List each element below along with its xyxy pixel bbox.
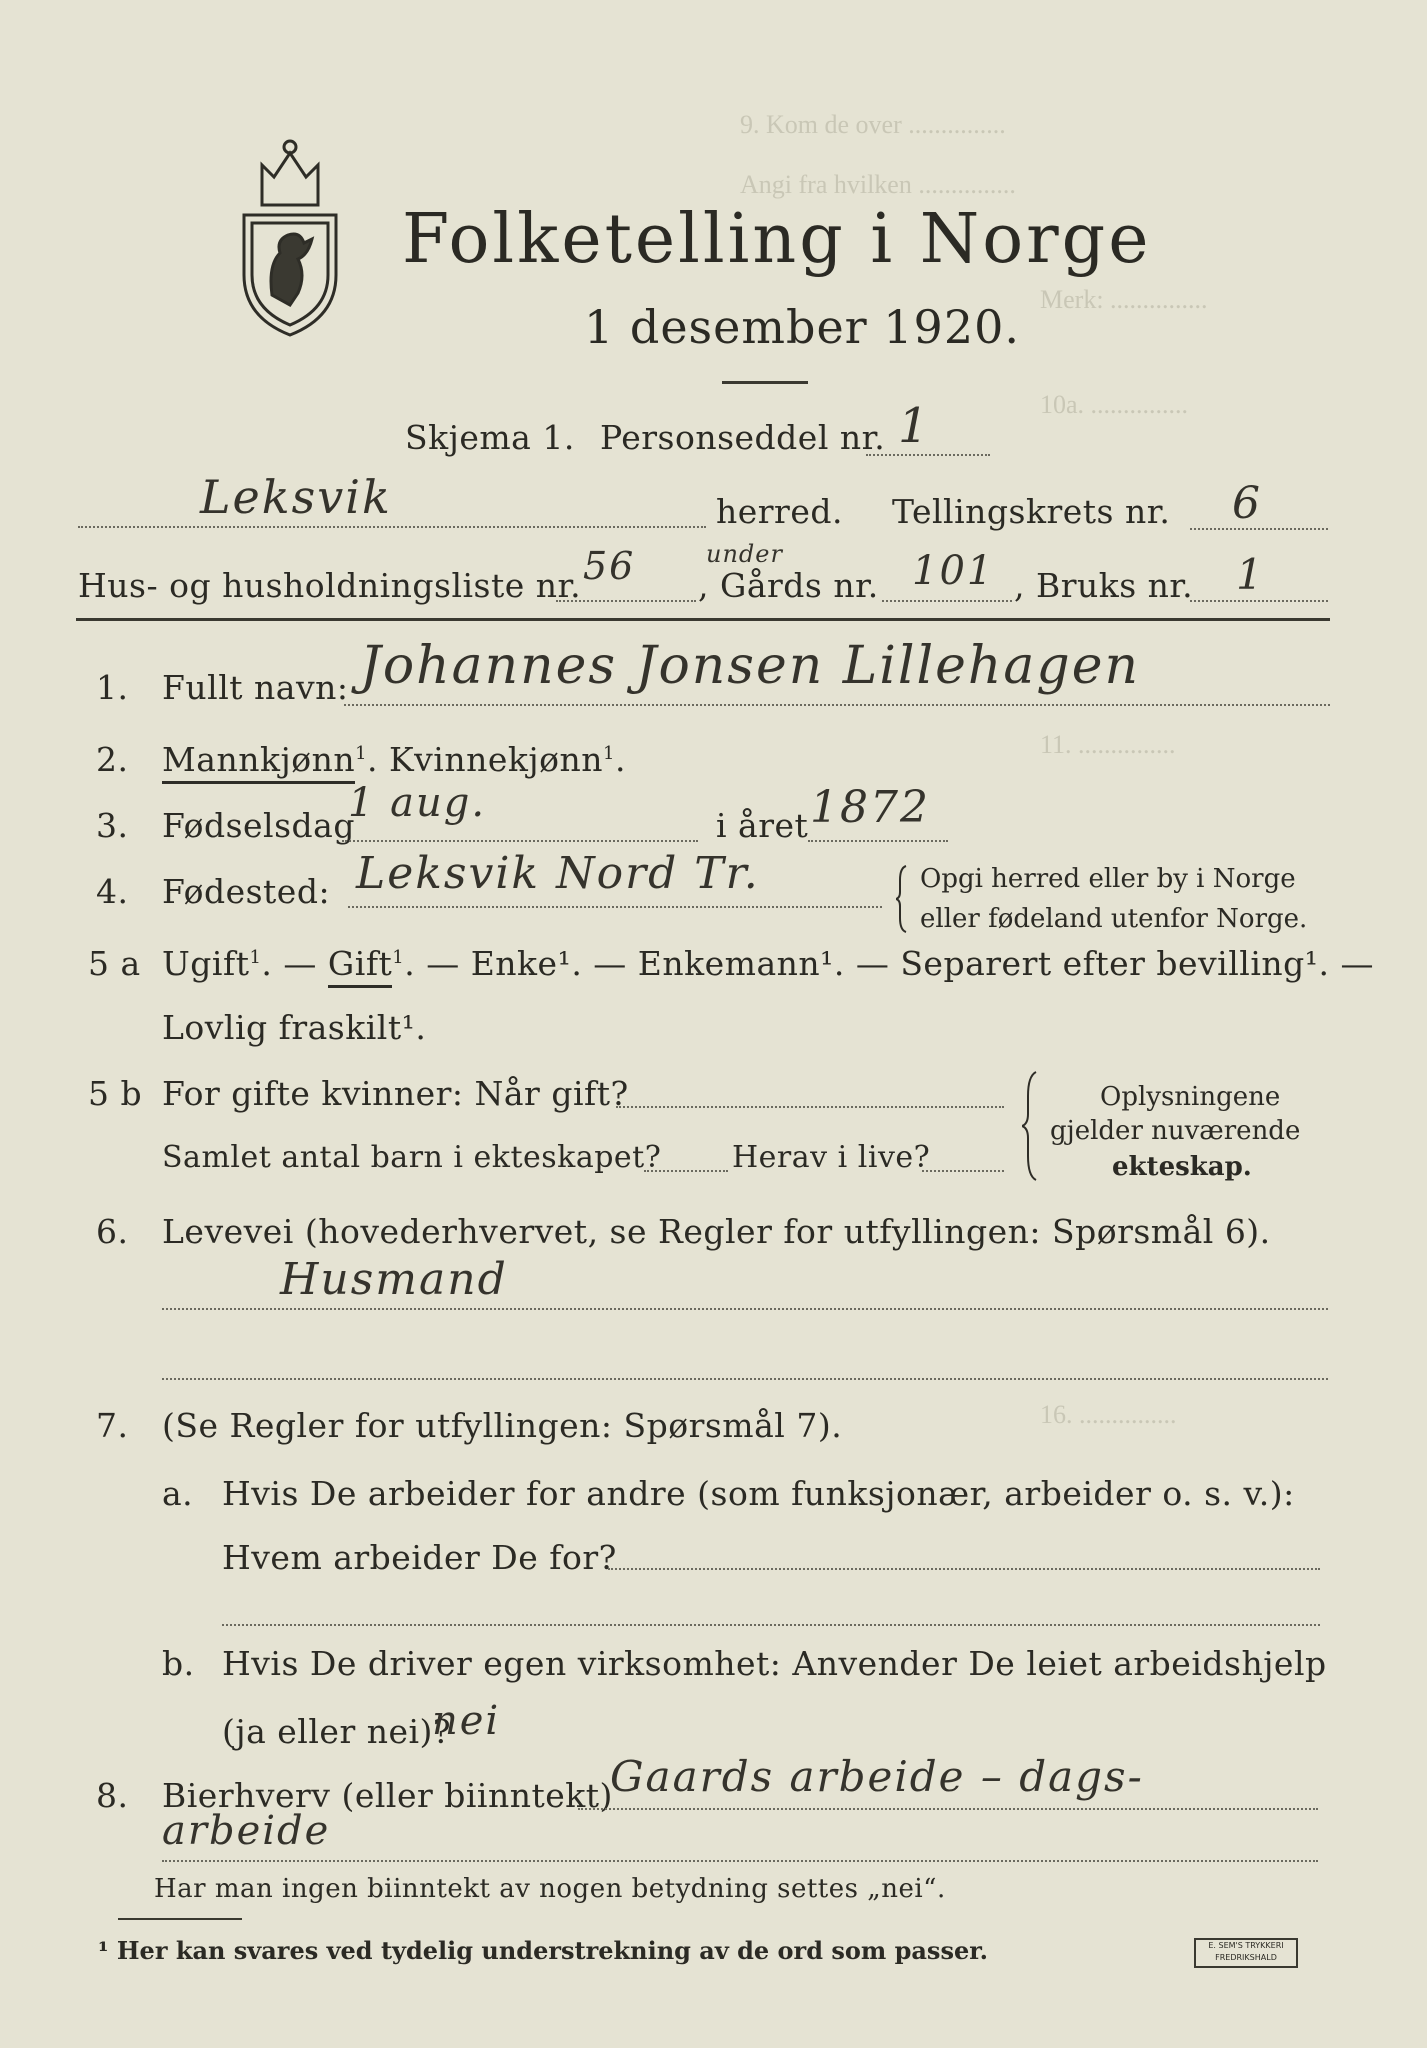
q3-label: Fødselsdag [162, 806, 355, 845]
personseddel-label: Personseddel nr. [600, 418, 886, 457]
q5b-note-brace-icon [1022, 1070, 1040, 1182]
q5a-line2[interactable]: Lovlig fraskilt¹. [162, 1008, 427, 1047]
q5a-other-options[interactable]: . — Enke¹. — Enkemann¹. — Separert efter bevilling¹. — [404, 944, 1374, 983]
q8-line1 [578, 1808, 1318, 1810]
personseddel-value[interactable]: 1 [898, 398, 931, 454]
q6-line1 [162, 1308, 1328, 1310]
q5b-note-line3: ekteskap. [1112, 1152, 1252, 1182]
q5b-alive-line [922, 1170, 1004, 1172]
printer-stamp: E. SEM'S TRYKKERI FREDRIKSHALD [1194, 1938, 1298, 1968]
title-divider [722, 381, 808, 384]
form-title: Folketelling i Norge [402, 200, 1152, 279]
q8-note: Har man ingen biinntekt av nogen betydning settes „nei“. [154, 1874, 946, 1904]
header-divider [76, 618, 1330, 621]
gards-label: , Gårds nr. [698, 566, 879, 605]
bruks-label: , Bruks nr. [1014, 566, 1194, 605]
bruks-line [1190, 600, 1328, 602]
q6-value[interactable]: Husmand [280, 1254, 508, 1305]
herred-line [78, 526, 706, 528]
q8-value-line1[interactable]: Gaards arbeide – dags- [610, 1752, 1144, 1801]
q7a-label: Hvis De arbeider for andre (som funksjonær, arbeider o. s. v.): [222, 1474, 1295, 1513]
herred-label: herred. [716, 492, 843, 531]
q3-year-value[interactable]: 1872 [810, 782, 930, 833]
q6-label: Levevei (hovederhvervet, se Regler for utfyllingen: Spørsmål 6). [162, 1212, 1271, 1251]
q4-note-line1: Opgi herred eller by i Norge [920, 864, 1296, 894]
q6-number: 6. [96, 1212, 129, 1251]
tellingskrets-label: Tellingskrets nr. [892, 492, 1171, 531]
q3-year-line [808, 840, 948, 842]
q3-year-label: i året [716, 806, 809, 845]
q7b-label: Hvis De driver egen virksomhet: Anvender De leiet arbeidshjelp [222, 1644, 1327, 1683]
husliste-label: Hus- og husholdningsliste nr. [78, 566, 582, 605]
q5b-note-line2: gjelder nuværende [1050, 1116, 1301, 1146]
q2-options [162, 740, 626, 779]
husliste-note: under [706, 540, 783, 568]
q7-label: (Se Regler for utfyllingen: Spørsmål 7). [162, 1406, 843, 1445]
q1-label: Fullt navn: [162, 668, 349, 707]
footnote-divider [118, 1918, 242, 1920]
q4-note-line2: eller fødeland utenfor Norge. [920, 904, 1308, 934]
q5a-separator: . — [261, 944, 328, 983]
q4-note-brace-icon [896, 864, 910, 934]
q7a-line [608, 1568, 1320, 1570]
q2-female-option[interactable]: . Kvinnekjønn [367, 740, 604, 779]
q5b-children-label: Samlet antal barn i ekteskapet? [162, 1140, 662, 1175]
q4-line [348, 906, 882, 908]
q5a-number: 5 a [88, 944, 141, 983]
gards-value[interactable]: 101 [912, 548, 995, 594]
q5b-label: For gifte kvinner: Når gift? [162, 1074, 629, 1113]
q5a-ugift-option[interactable]: Ugift [162, 944, 250, 983]
personseddel-line [866, 454, 990, 456]
q7b-line2-label: (ja eller nei)? [222, 1712, 452, 1751]
q8-number: 8. [96, 1776, 129, 1815]
herred-value[interactable]: Leksvik [200, 470, 392, 524]
q1-line [344, 704, 1330, 706]
q7a-letter: a. [162, 1474, 194, 1513]
bruks-value[interactable]: 1 [1236, 550, 1265, 599]
q7-number: 7. [96, 1406, 129, 1445]
q3-value[interactable]: 1 aug. [348, 780, 487, 826]
q4-number: 4. [96, 872, 129, 911]
q8-label: Bierhverv (eller biinntekt) [162, 1776, 613, 1815]
q1-value[interactable]: Johannes Jonsen Lillehagen [360, 636, 1140, 696]
q8-value-line2[interactable]: arbeide [162, 1808, 331, 1854]
q5b-number: 5 b [88, 1074, 143, 1113]
q8-line2 [162, 1860, 1318, 1862]
q5b-children-line [644, 1170, 728, 1172]
husliste-line [556, 600, 696, 602]
census-form-page: 9. Kom de over ............... Angi fra hvilken ............... Merk: ............... 10a. ............... 11. ............... 16. ............... Folketelling i Norge 1 desember 1920. Skjema 1. Personseddel nr. 1 Leksvik herred. Tellingskrets nr. 6 Hus- og husholdningsliste nr. 56 under , Gårds nr. 101 , Bruks nr. 1 1. Fullt navn: Johannes Jonsen Lillehagen 2. Mannkjønn$^1$. Kvinnekjønn$^1$. 3. Fødselsdag 1 aug. i året 1872 4. Fødested: Leksvik Nord Tr. Opgi herred eller by i Norge eller fødeland utenfor Norge. 5 a Ugift$^1$. — Gift$^1$. — Enke¹. — Enkemann¹. — Separert efter bevilling¹. — Lovlig fraskilt¹. 5 b For gifte kvinner: Når gift? Samlet antal barn i ekteskapet? Herav i live? Oplysningene gjelder nuværende ekteskap. 6. Levevei (hovederhvervet, se Regler for utfyllingen: Spørsmål 6). Husmand 7. (Se Regler for utfyllingen: Spørsmål 7). a. Hvis De arbeider for andre (som funksjonær, arbeider o. s. v.): Hvem arbeider De for? b. Hvis De driver egen virksomhet: Anvender De leiet arbeidshjelp (ja eller nei)? nei 8. Bierhverv (eller biinntekt) Gaards arbeide – dags- arbeide Har man ingen biinntekt av nogen betydning settes „nei“. ¹ Her kan svares ved tydelig understrekning av de ord som passer. E. SEM'S TRYKKERI FREDRIKSHALD [0, 0, 1427, 2048]
q6-line2 [162, 1378, 1328, 1380]
norwegian-coat-of-arms-icon [232, 135, 348, 341]
q4-label: Fødested: [162, 872, 331, 911]
q2-male-option[interactable]: Mannkjønn [162, 740, 355, 784]
schema-label: Skjema 1. [405, 418, 575, 457]
census-date: 1 desember 1920. [584, 300, 1020, 354]
q2-number: 2. [96, 740, 129, 779]
tellingskrets-value[interactable]: 6 [1232, 478, 1262, 529]
husliste-value[interactable]: 56 [583, 544, 636, 588]
footnote: ¹ Her kan svares ved tydelig understrekning av de ord som passer. [98, 1936, 989, 1965]
q3-number: 3. [96, 806, 129, 845]
q7a-line2-label: Hvem arbeider De for? [222, 1538, 617, 1577]
q7a-extra-line [222, 1624, 1320, 1626]
q5b-alive-label: Herav i live? [732, 1140, 931, 1175]
q5a-options [162, 944, 1374, 983]
q3-line [342, 840, 698, 842]
q5b-married-line [616, 1106, 1004, 1108]
q5a-gift-option[interactable]: Gift [328, 944, 392, 988]
gards-line [882, 600, 1012, 602]
q7b-letter: b. [162, 1644, 195, 1683]
q5a-footnote-mark: 1 [249, 947, 262, 968]
q7b-value[interactable]: nei [432, 1698, 501, 1744]
q5a-footnote-mark-2: 1 [392, 947, 405, 968]
q2-footnote-mark-2: 1 [603, 743, 615, 764]
q2-end: . [614, 740, 626, 779]
q2-footnote-mark: 1 [355, 743, 368, 764]
q5b-note-line1: Oplysningene [1100, 1082, 1281, 1112]
q1-number: 1. [96, 668, 129, 707]
q4-value[interactable]: Leksvik Nord Tr. [356, 848, 760, 899]
